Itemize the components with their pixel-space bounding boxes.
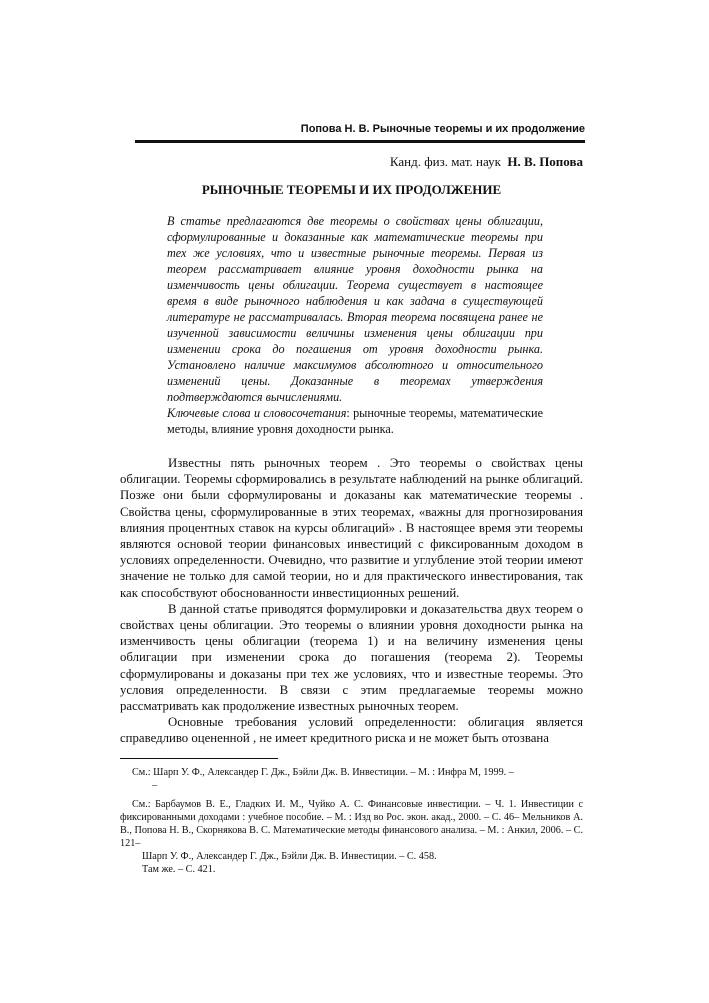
footnote-rule <box>120 758 278 759</box>
body-paragraph-2: В данной статье приводятся формулировки и доказательства двух теорем о свойствах цены облигации. Это теоремы о влиянии уровня доходности рынка на изменчивость цены облигации (теорема 1) и на величину изменения цены облигации при изменении срока до погашения (теорема 2). Теоремы сформулированы и доказаны при тех же условиях, что и известные теоремы. Это условия определенности. В связи с этим предлагаемые теоремы можно рассматривать как продолжение известных рыночных теорем. <box>120 601 583 714</box>
author-line <box>120 154 583 170</box>
body-paragraph-1: Известны пять рыночных теорем . Это теоремы о свойствах цены облигации. Теоремы сформировались в результате наблюдений на рынке облигаций. Позже они были сформулированы и доказаны как математические теоремы . Свойства цены, сформулированные в этих теоремах, «важны для прогнозирования влияния процентных ставок на курсы облигаций» . В настоящее время эти теоремы являются основой теории финансовых инвестиций с фиксированным доходом в условиях определенности. Очевидно, что развитие и углубление этой теории имеют значение не только для самой теории, но и для практического инвестирования, так как способствуют обоснованности инвестиционных решений. <box>120 456 583 600</box>
keywords-label: Ключевые слова и словосочетания <box>167 406 347 420</box>
footnote-1-continuation: – <box>152 780 158 791</box>
keywords-text: : рыночные теоремы, математические методы, влияние уровня доходности рынка. <box>167 406 543 436</box>
footnote-1: См.: Шарп У. Ф., Александер Г. Дж., Бэйли Дж. В. Инвестиции. – М. : Инфра М, 1999. – <box>132 767 514 778</box>
footnotes <box>120 766 583 876</box>
author-degree: Канд. физ. мат. наук <box>389 154 501 169</box>
running-head: Попова Н. В. Рыночные теоремы и их продолжение <box>300 123 585 135</box>
header-rule <box>135 140 585 143</box>
body-paragraph-3: Основные требования условий определенности: облигация является справедливо оцененной , не имеет кредитного риска и не может быть отозвана <box>120 715 583 746</box>
abstract: В статье предлагаются две теоремы о свойствах цены облигации, сформулированные и доказанные как математические теоремы при тех же условиях, что и известные рыночные теоремы. Первая из теорем рассматривает влияние уровня доходности рынка на изменчивость цены облигации. Теорема существует в настоящее время в виде рыночного наблюдения и как задача в существующей литературе не рассматривалась. Вторая теорема посвящена ранее не изученной зависимости величины изменения цены облигации при изменении срока до погашения от уровня доходности рынка. Установлено наличие максимумов абсолютного и относительного изменений цены. Доказанные в теоремах утверждения подтверждаются вычислениями. <box>167 214 543 404</box>
author-name: Н. В. Попова <box>507 154 583 169</box>
article-title: РЫНОЧНЫЕ ТЕОРЕМЫ И ИХ ПРОДОЛЖЕНИЕ <box>201 182 502 197</box>
body-text <box>120 455 583 747</box>
footnote-2: См.: Барбаумов В. Е., Гладких И. М., Чуйко А. С. Финансовые инвестиции. – Ч. 1. Инвестиции с фиксированными доходами : учебное пособие. – М. : Изд во Рос. экон. акад., 2000. – С. 46– Мельников А. В., Попова Н. В., Скорнякова В. С. Математические методы финансового анализа. – М. : Анкил, 2006. – С. 121– <box>120 799 583 849</box>
keywords <box>167 405 543 437</box>
footnote-3: Шарп У. Ф., Александер Г. Дж., Бэйли Дж. В. Инвестиции. – С. 458. <box>142 851 437 862</box>
footnote-4: Там же. – С. 421. <box>142 864 216 875</box>
